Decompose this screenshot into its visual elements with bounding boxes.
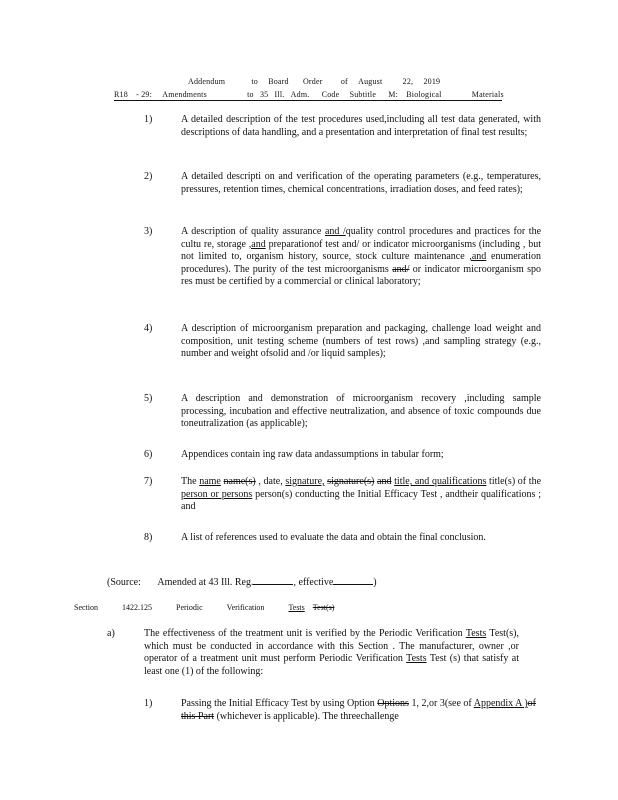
header-word: - 29: (136, 90, 153, 99)
text-run: or indicator microorganism spo res must be certified by a commercial or clinical laboratory; (181, 263, 542, 287)
section-word: Verification (226, 603, 265, 612)
header-word: Code (321, 90, 340, 99)
item-text (181, 698, 536, 723)
source-text: Amended at 43 Ill. Reg. (157, 577, 254, 588)
deleted-text: Options (377, 698, 409, 709)
text-run: title(s) of the (486, 476, 542, 487)
inserted-text: name (199, 476, 221, 487)
inserted-text: ,and (469, 251, 487, 262)
item-number: 6) (144, 449, 153, 460)
paragraph-label: a) (107, 628, 115, 639)
text-run: enumeration procedures). The purity of the test microorganisms (181, 251, 541, 275)
item-number: 1) (144, 698, 153, 709)
header-word: Order (302, 77, 323, 86)
header-line-2 (114, 90, 502, 101)
item-text: A description of microorganism preparation and packaging, challenge load weight and composition, unit testing scheme (numbers of test rows) ,and sampling strategy (e.g., number and weight ofsolid and /or liquid samples); (181, 323, 541, 359)
inserted-text: and / (324, 226, 346, 237)
deleted-text: signature(s) (327, 476, 375, 487)
header-word: to (251, 77, 258, 86)
blank-line (333, 575, 373, 585)
header-word: Materials (471, 90, 504, 99)
header-word: R18 (114, 90, 128, 99)
inserted-text: Tests (406, 653, 427, 664)
deleted-text: and/ (392, 263, 410, 275)
header-word: Biological (406, 90, 442, 99)
header-word: Board (268, 77, 289, 86)
text-run: Passing the Initial Efficacy Test by using Option (181, 698, 378, 709)
item-number: 3) (144, 226, 153, 237)
item-number: 4) (144, 323, 153, 334)
header-word: Ill. (274, 90, 285, 99)
source-suffix: ) (373, 577, 377, 588)
text-run: person(s) conducting the Initial Efficacy Test , andtheir qualifications ; and (181, 488, 541, 512)
text-run: The effectiveness of the treatment unit is verified by the Periodic Verification (144, 628, 466, 639)
text-run: (whichever is applicable). The threechallenge (214, 710, 399, 722)
header-word: Adm. (290, 90, 310, 99)
header-word: Addendum (188, 77, 226, 86)
header-word: 35 (259, 90, 269, 99)
inserted-text: title, and qualifications (394, 476, 487, 487)
text-run: A description of quality assurance (181, 226, 325, 237)
source-note (107, 575, 377, 588)
header-word: Subtitle (349, 90, 377, 99)
item-number: 5) (144, 393, 153, 404)
header-word: M: (388, 90, 399, 99)
item-text (181, 226, 541, 289)
item-text (181, 476, 541, 514)
inserted-text: signature, (285, 476, 325, 487)
item-number: 7) (144, 476, 153, 487)
text-run: Test (s) that satisfy at least one (1) of the following: (144, 653, 519, 677)
deleted-text: name(s) (223, 476, 256, 487)
header-word: August (358, 77, 383, 86)
section-heading (74, 603, 334, 612)
inserted-text: Tests (288, 603, 305, 612)
text-run: , date, (255, 476, 286, 487)
item-text: A detailed description of the test procedures used,including all test data generated, with descriptions of data handling, and a presentation and interpretation of final test results; (181, 114, 541, 138)
item-number: 1) (144, 114, 153, 125)
source-mid: , effective (293, 577, 334, 588)
header-word: 22, (402, 77, 414, 86)
header-word: of (340, 77, 348, 86)
item-text: A description and demonstration of microorganism recovery ,including sample processing, incubation and effective neutralization, and absence of toxic compounds due toneutralization (as applicable); (181, 393, 541, 429)
item-number: 8) (144, 532, 153, 543)
paragraph-text (144, 628, 519, 678)
blank-line (253, 575, 293, 585)
section-word: Periodic (176, 603, 203, 612)
inserted-text: Tests (465, 628, 487, 639)
deleted-text: Test(s) (312, 603, 335, 612)
deleted-text: of this Part (181, 698, 536, 722)
source-prefix: (Source: (107, 577, 141, 588)
header-word: to (247, 90, 254, 99)
text-run: 1, 2,or 3(see of (408, 698, 474, 709)
item-text: A detailed descripti on and verification of the operating parameters (e.g., temperatures, pressures, retention times, chemical concentrations, irradiation doses, and feed rates); (181, 171, 541, 195)
text-run: quality control procedures and practices for the cultu re, storage (181, 226, 542, 250)
section-number: 1422.125 (122, 603, 152, 612)
text-run: The (181, 476, 200, 487)
item-text: A list of references used to evaluate the data and obtain the final conclusion. (181, 532, 486, 543)
inserted-text: person or persons (181, 488, 253, 500)
deleted-text: and (377, 476, 392, 487)
header-word: 2019 (423, 77, 441, 86)
text-run: preparationof test and/ or indicator microorganisms (including , but not limited to, organism history, source, stock culture maintenance (181, 238, 541, 262)
inserted-text: ,and (248, 238, 266, 250)
header-line-1 (188, 77, 440, 86)
item-number: 2) (144, 171, 153, 182)
section-label: Section (74, 603, 98, 612)
item-text: Appendices contain ing raw data andassumptions in tabular form; (181, 449, 444, 460)
text-run: Test(s), which must be conducted in accordance with this Section . The manufacturer, owner ,or operator of a treatment unit must perform Periodic Verification (144, 628, 519, 664)
header-word: Amendments (162, 90, 207, 99)
inserted-text: Appendix A ) (473, 698, 528, 709)
